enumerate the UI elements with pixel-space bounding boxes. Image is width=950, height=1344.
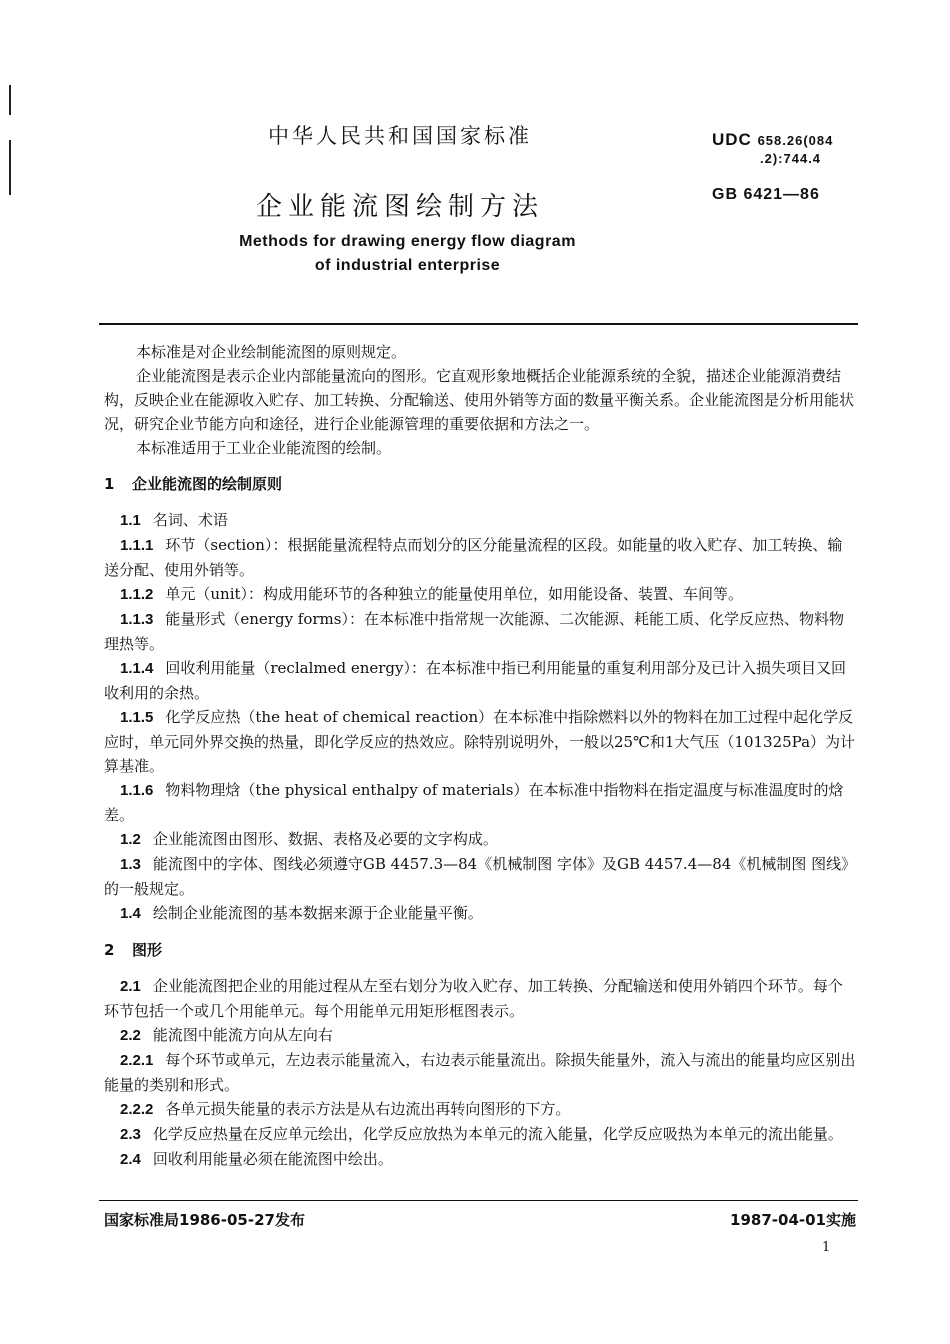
section-heading: 1 企业能流图的绘制原则 bbox=[104, 475, 283, 493]
scan-edge-mark bbox=[9, 85, 11, 115]
clause bbox=[104, 656, 856, 705]
udc-code bbox=[712, 131, 833, 167]
clause-number: 1.1 bbox=[120, 512, 141, 529]
clause-text: 绘制企业能流图的基本数据来源于企业能量平衡。 bbox=[152, 904, 483, 922]
clause bbox=[104, 778, 856, 827]
footer-divider bbox=[99, 1200, 858, 1201]
clause bbox=[104, 508, 856, 533]
intro-paragraph: 企业能流图是表示企业内部能量流向的图形。它直观形象地概括企业能源系统的全貌，描述企业能源消费结构，反映企业在能源收入贮存、加工转换、分配输送、使用外销等方面的数量平衡关系。企业能流图是分析用能状况，研究企业节能方向和途径，进行企业能源管理的重要依据和方法之一。 bbox=[104, 367, 855, 433]
clause-number: 1.2 bbox=[120, 831, 141, 848]
clause-text: 每个环节或单元，左边表示能量流入，右边表示能量流出。除损失能量外，流入与流出的能量均应区别出能量的类别和形式。 bbox=[104, 1051, 856, 1094]
clause bbox=[104, 974, 856, 1023]
clause-number: 2.1 bbox=[120, 978, 141, 995]
clause-text: 单元（unit）：构成用能环节的各种独立的能量使用单位，如用能设备、装置、车间等。 bbox=[165, 585, 744, 603]
clause-number: 1.1.1 bbox=[120, 537, 154, 554]
clause bbox=[104, 1097, 856, 1122]
clause-text: 名词、术语 bbox=[152, 511, 228, 529]
clause-number: 2.2 bbox=[120, 1027, 141, 1044]
clause bbox=[104, 827, 856, 852]
clause-text: 企业能流图把企业的用能过程从左至右划分为收入贮存、加工转换、分配输送和使用外销四个环节。每个环节包括一个或几个用能单元。每个用能单元用矩形框图表示。 bbox=[104, 977, 843, 1020]
clause bbox=[104, 607, 856, 656]
clause-number: 1.1.4 bbox=[120, 660, 154, 677]
clause-text: 能流图中能流方向从左向右 bbox=[152, 1026, 333, 1044]
document-body bbox=[104, 340, 856, 1172]
clause-text: 各单元损失能量的表示方法是从右边流出再转向图形的下方。 bbox=[165, 1100, 571, 1118]
clause-number: 1.1.3 bbox=[120, 611, 154, 628]
clause bbox=[104, 582, 856, 607]
clause-text: 化学反应热（the heat of chemical reaction）在本标准中指除燃料以外的物料在加工过程中起化学反应时，单元同外界交换的热量，即化学反应的热效应。除特别说明外，一般以25℃和1大气压（101325Pa）为计算基准。 bbox=[104, 708, 856, 775]
clause bbox=[104, 1048, 856, 1097]
clause-text: 物料物理焓（the physical enthalpy of materials）在本标准中指物料在指定温度与标准温度时的焓差。 bbox=[104, 781, 844, 824]
clause bbox=[104, 901, 856, 926]
clause bbox=[104, 852, 856, 901]
clause-number: 1.1.2 bbox=[120, 586, 154, 603]
english-title-line1: Methods for drawing energy flow diagram bbox=[239, 233, 576, 250]
udc-code-line2: .2):744.4 bbox=[760, 151, 822, 166]
clause-number: 2.2.2 bbox=[120, 1101, 154, 1118]
section-heading: 2 图形 bbox=[104, 941, 163, 959]
clause-number: 1.3 bbox=[120, 856, 141, 873]
clause bbox=[104, 533, 856, 582]
english-title-line2: of industrial enterprise bbox=[314, 257, 501, 274]
clause-number: 2.2.1 bbox=[120, 1052, 154, 1069]
issue-date: 国家标准局1986-05-27发布 bbox=[104, 1211, 305, 1229]
header-divider bbox=[99, 323, 858, 325]
clause-text: 回收利用能量必须在能流图中绘出。 bbox=[152, 1150, 393, 1168]
page-number: 1 bbox=[822, 1240, 831, 1255]
clause-text: 环节（section）：根据能量流程特点而划分的区分能量流程的区段。如能量的收入贮存、加工转换、输送分配、使用外销等。 bbox=[104, 536, 843, 579]
clause bbox=[104, 1147, 856, 1172]
document-title: 企业能流图绘制方法 bbox=[255, 192, 544, 222]
clause-text: 回收利用能量（reclalmed energy）：在本标准中指已利用能量的重复利用部分及已计入损失项目又回收利用的余热。 bbox=[104, 659, 846, 702]
clause bbox=[104, 1122, 856, 1147]
clause-text: 企业能流图由图形、数据、表格及必要的文字构成。 bbox=[152, 830, 498, 848]
intro-paragraph: 本标准适用于工业企业能流图的绘制。 bbox=[136, 439, 392, 457]
clause-number: 1.1.5 bbox=[120, 709, 154, 726]
clause-number: 2.3 bbox=[120, 1126, 141, 1143]
clause bbox=[104, 705, 856, 778]
clause-number: 1.1.6 bbox=[120, 782, 154, 799]
clause-number: 2.4 bbox=[120, 1151, 141, 1168]
country-standard-heading: 中华人民共和国国家标准 bbox=[268, 124, 532, 148]
clause-text: 能量形式（energy forms）：在本标准中指常规一次能源、二次能源、耗能工质、化学反应热、物料物理热等。 bbox=[104, 610, 844, 653]
clause-text: 能流图中的字体、图线必须遵守GB 4457.3—84《机械制图 字体》及GB 4457.4—84《机械制图 图线》的一般规定。 bbox=[104, 855, 849, 898]
udc-code-line1: 658.26(084 bbox=[757, 133, 834, 148]
clause bbox=[104, 1023, 856, 1048]
clause-text: 化学反应热量在反应单元绘出，化学反应放热为本单元的流入能量，化学反应吸热为本单元的流出能量。 bbox=[152, 1125, 843, 1143]
udc-label: UDC bbox=[712, 130, 752, 149]
effective-date: 1987-04-01实施 bbox=[730, 1211, 856, 1229]
intro-paragraph: 本标准是对企业绘制能流图的原则规定。 bbox=[136, 343, 407, 361]
gb-code: GB 6421—86 bbox=[712, 186, 820, 203]
clause-number: 1.4 bbox=[120, 905, 141, 922]
